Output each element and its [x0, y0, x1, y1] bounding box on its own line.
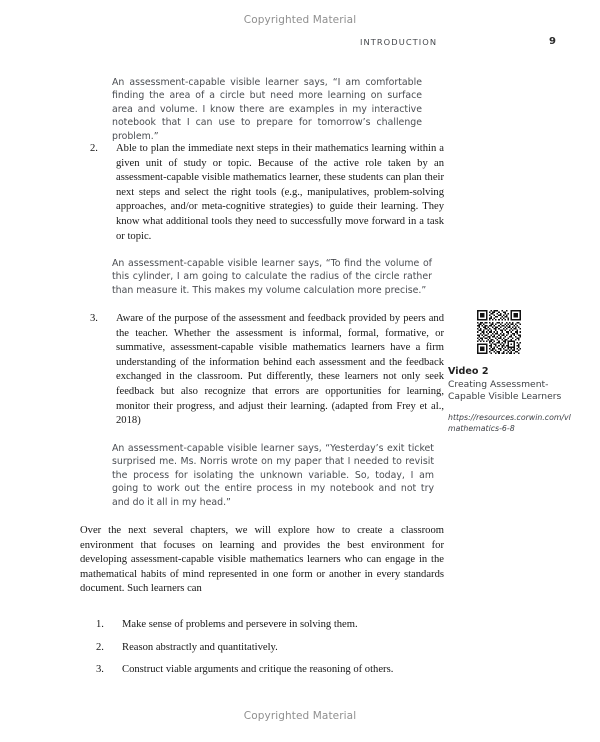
list-item-text: Construct viable arguments and critique the reasoning of others. [122, 664, 394, 676]
list-item-text: Reason abstractly and quantitatively. [122, 641, 278, 653]
list-item-number: 3. [90, 313, 98, 324]
video-description: Creating Assessment-Capable Visible Learners [448, 379, 562, 402]
quote-block-2 [112, 257, 432, 297]
copyright-watermark-top: Copyrighted Material [243, 14, 357, 26]
practices-list [96, 618, 444, 678]
qr-code-icon[interactable] [477, 310, 521, 354]
paragraph-text: Over the next several chapters, we will explore how to create a classroom environment that focuses on learning and provides the best environment for developing assessment-capable visible mathematics learners who can engage in the mathematical habits of mind represented in one form or another in every standards document. Such learners can [80, 525, 444, 595]
list-item-number: 1. [96, 619, 104, 630]
closing-paragraph [80, 524, 444, 597]
list-item [96, 663, 444, 678]
quote-block-1 [112, 76, 422, 143]
quote-text: An assessment-capable visible learner says, “I am comfortable finding the area of a circle but need more learning on surface area and volume. I know there are examples in my interactive notebook that I can use to prepare for tomorrow’s challenge problem.” [112, 77, 422, 142]
video-url[interactable]: https://resources.corwin.com/vlmathematics-6-8 [448, 413, 571, 433]
copyright-watermark-bottom: Copyrighted Material [243, 710, 357, 722]
page-number: 9 [549, 36, 556, 47]
list-item-text: Make sense of problems and persevere in solving them. [122, 619, 358, 630]
quote-text: An assessment-capable visible learner says, “Yesterday’s exit ticket surprised me. Ms. Norris wrote on my paper that I needed to revisit the process for isolating the unknown variable. So, today, I am going to work out the entire process in my notebook and not try and do it all in my head.” [112, 443, 434, 508]
list-item-text: Aware of the purpose of the assessment and feedback provided by peers and the teacher. Whether the assessment is informal, formal, formative, or summative, assessment-capable visible mathematics learners have a firm understanding of the information behind each assessment and the feedback exchanged in the classroom. Put differently, these learners not only seek feedback but also recognize that errors are opportunities for learning, monitor their progress, and adjust their learning. (adapted from Frey et al., 2018) [116, 313, 444, 427]
list-item-3 [90, 312, 444, 429]
quote-block-3 [112, 442, 434, 509]
list-item-number: 3. [96, 664, 104, 676]
list-item [96, 618, 444, 633]
video-label: Video 2 [448, 366, 489, 377]
list-item-number: 2. [90, 143, 98, 154]
list-item [96, 641, 444, 656]
video-callout [448, 310, 576, 434]
quote-text: An assessment-capable visible learner says, “To find the volume of this cylinder, I am going to calculate the radius of the circle rather than measure it. This makes my volume calculation more precise.” [112, 258, 432, 296]
list-item-number: 2. [96, 641, 104, 653]
list-item-2 [90, 142, 444, 244]
running-head: INTRODUCTION [360, 37, 438, 47]
list-item-text: Able to plan the immediate next steps in their mathematics learning within a given unit of study or topic. Because of the active role taken by an assessment-capable visible mathematics learner, these students can plan their next steps and select the right tools (e.g., manipulatives, problem-solving approaches, and/or meta-cognitive strategies) to guide their learning. They know what additional tools they need to successfully move forward in a task or topic. [116, 143, 444, 242]
